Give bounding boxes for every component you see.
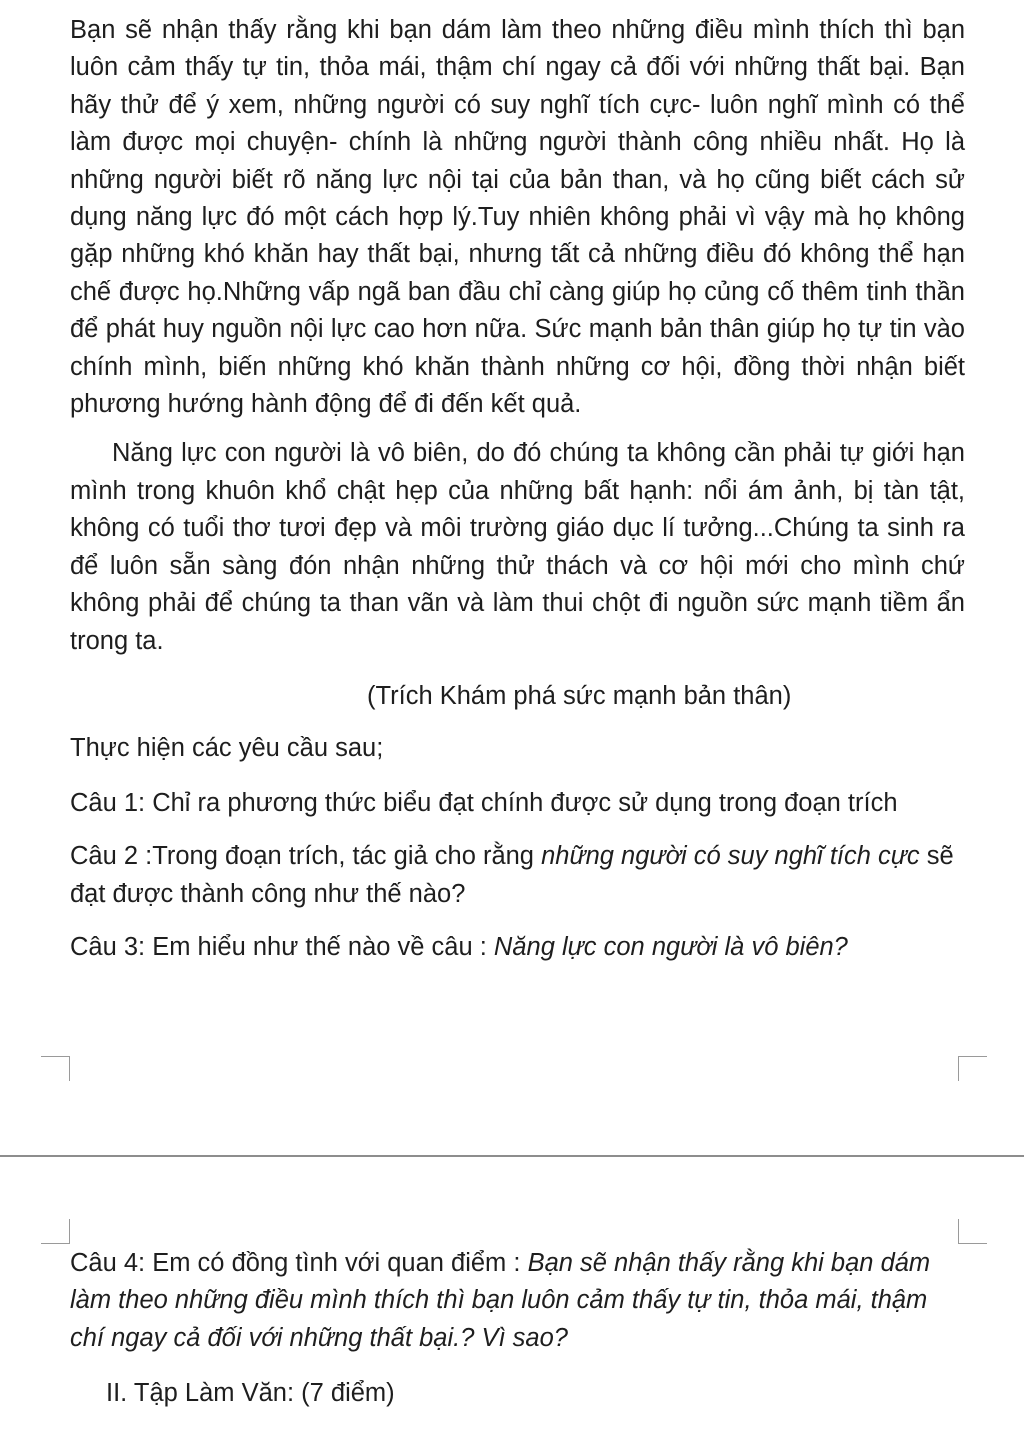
- source-citation: (Trích Khám phá sức mạnh bản thân): [367, 681, 792, 710]
- question-1: Câu 1: Chỉ ra phương thức biểu đạt chính được sử dụng trong đoạn trích: [70, 788, 898, 817]
- question-2-quote: những người có suy nghĩ tích cực: [541, 842, 920, 871]
- document-page-2: [0, 1157, 1024, 1436]
- question-2: [70, 838, 965, 913]
- paragraph-1: Bạn sẽ nhận thấy rằng khi bạn dám làm theo những điều mình thích thì bạn luôn cảm thấy tự tin, thỏa mái, thậm chí ngay cả đối với những thất bại. Bạn hãy thử để ý xem, những người có suy nghĩ tích cực- luôn nghĩ mình có thể làm được mọi chuyện- chính là những người thành công nhiều nhất. Họ là những người biết rõ năng lực nội tại của bản than, và họ cũng biết cách sử dụng năng lực đó một cách hợp lý.Tuy nhiên không phải vì vậy mà họ không gặp những khó khăn hay thất bại, nhưng tất cả những điều đó không thể hạn chế được họ.Những vấp ngã ban đầu chỉ càng giúp họ củng cố thêm tinh thần để phát huy nguồn nội lực cao hơn nữa. Sức mạnh bản thân giúp họ tự tin vào chính mình, biến những khó khăn thành những cơ hội, đồng thời nhận biết phương hướng hành động để đi đến kết quả.: [70, 16, 965, 419]
- margin-corner-mark: [958, 1056, 987, 1081]
- page-2-body: [70, 1245, 965, 1413]
- question-3-prefix: Câu 3: Em hiểu như thế nào về câu :: [70, 932, 494, 961]
- question-3-quote: Năng lực con người là vô biên?: [493, 932, 848, 961]
- question-2-prefix: Câu 2 :Trong đoạn trích, tác giả cho rằng: [70, 842, 542, 871]
- instruction-line: Thực hiện các yêu cầu sau;: [70, 734, 384, 763]
- question-4-suffix: ? Vì sao?: [460, 1323, 568, 1352]
- margin-corner-mark: [41, 1219, 70, 1244]
- margin-corner-mark: [41, 1056, 70, 1081]
- margin-corner-mark: [958, 1219, 987, 1244]
- question-4-prefix: Câu 4: Em có đồng tình với quan điểm :: [70, 1249, 528, 1277]
- question-4: [70, 1245, 965, 1357]
- question-4-quote: Bạn sẽ nhận thấy rằng khi bạn dám làm theo những điều mình thích thì bạn luôn cảm thấy tự tin, thỏa mái, thậm chí ngay cả đối với những thất bại.: [70, 1249, 931, 1352]
- question-2-suffix: sẽ đạt được thành công như thế nào?: [70, 842, 954, 908]
- question-3: [70, 929, 965, 966]
- paragraph-2: Năng lực con người là vô biên, do đó chúng ta không cần phải tự giới hạn mình trong khuôn khổ chật hẹp của những bất hạnh: nổi ám ảnh, bị tàn tật, không có tuổi thơ tươi đẹp và môi trường giáo dục lí tưởng...Chúng ta sinh ra để luôn sẵn sàng đón nhận những thử thách và cơ hội mới cho mình chứ không phải để chúng ta than vãn và làm thui chột đi nguồn sức mạnh tiềm ẩn trong ta.: [70, 439, 965, 655]
- section-2-heading: II. Tập Làm Văn: (7 điểm): [106, 1379, 395, 1408]
- page-1-body: [70, 12, 965, 966]
